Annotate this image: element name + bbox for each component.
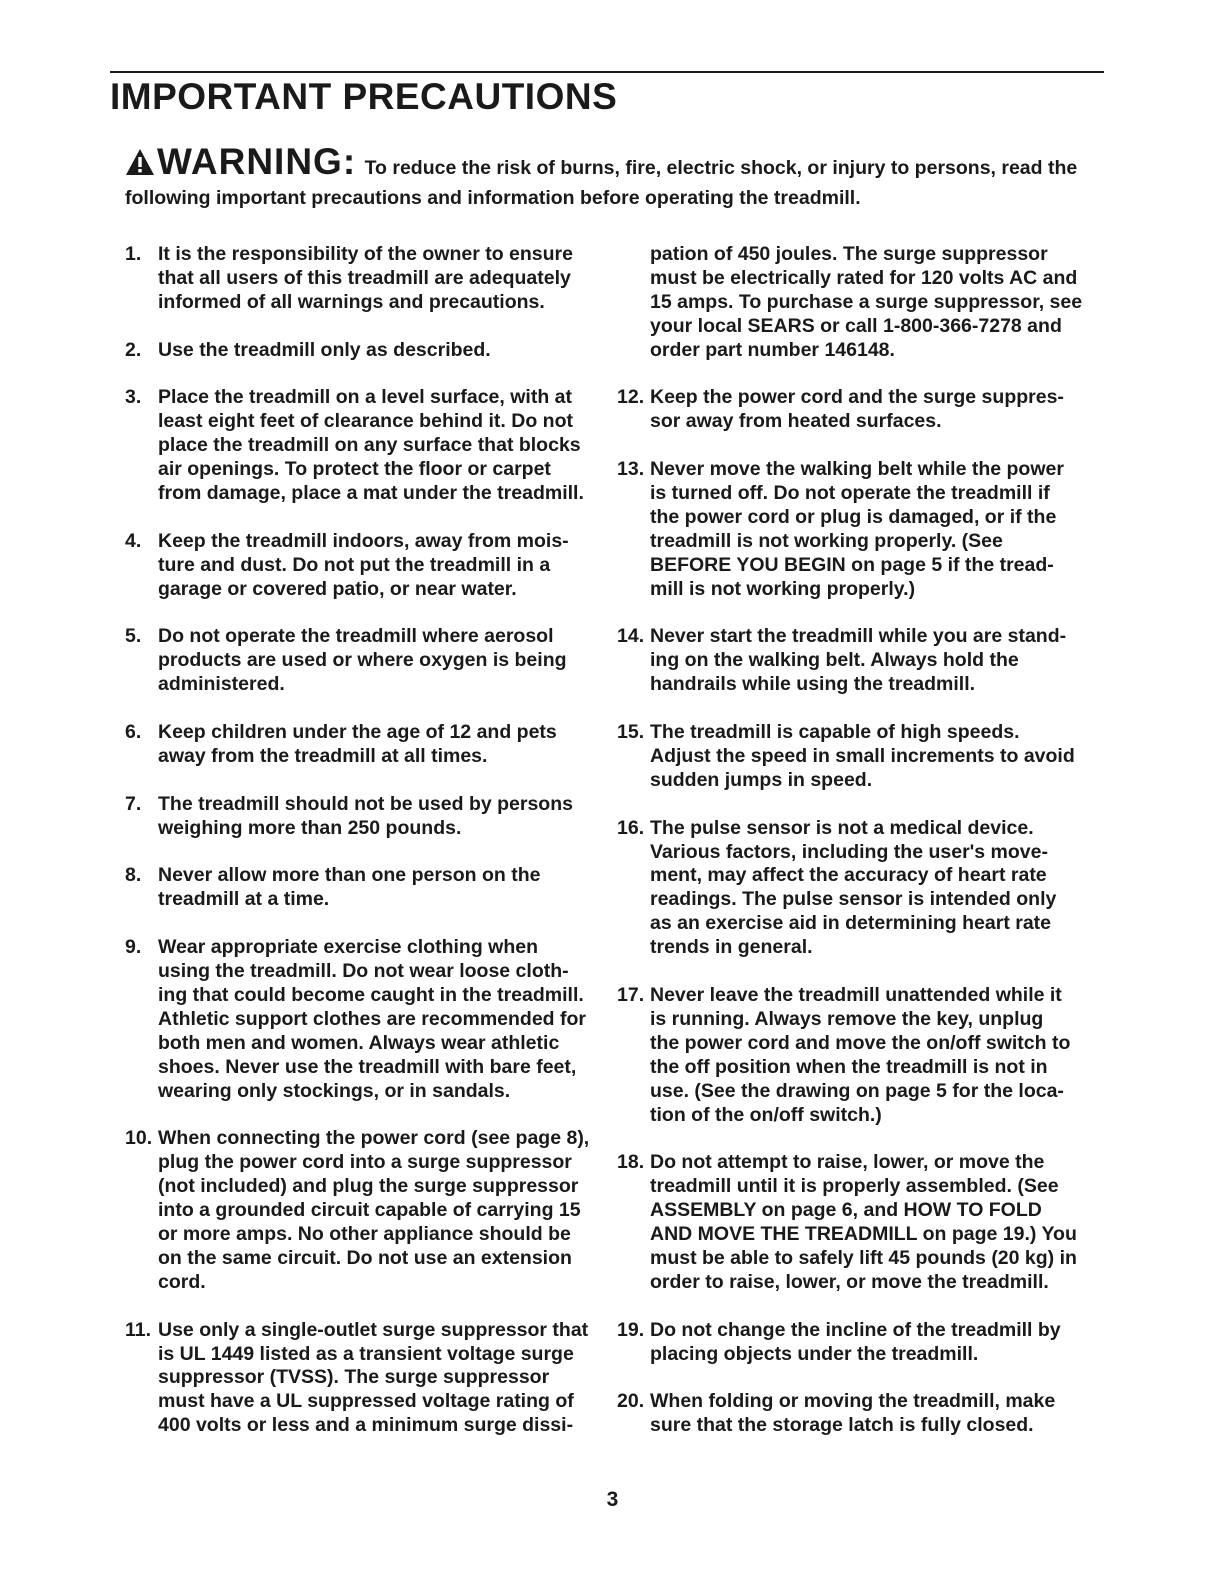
item-spacer bbox=[617, 1366, 1097, 1390]
precaution-line: from damage, place a mat under the treadmill. bbox=[158, 482, 584, 505]
item-spacer bbox=[617, 602, 1097, 626]
precaution-line: The treadmill should not be used by persons bbox=[158, 792, 573, 815]
precaution-line: place the treadmill on any surface that blocks bbox=[158, 434, 581, 457]
precaution-number: 12. bbox=[617, 386, 645, 409]
precaution-number: 18. bbox=[617, 1151, 645, 1174]
precaution-line: handrails while using the treadmill. bbox=[650, 673, 976, 696]
precaution-item bbox=[125, 1127, 595, 1294]
precaution-number: 7. bbox=[125, 792, 142, 815]
precaution-line: the off position when the treadmill is not in bbox=[650, 1055, 1048, 1078]
precaution-line: Adjust the speed in small increments to avoid bbox=[650, 744, 1075, 767]
precaution-line: 400 volts or less and a minimum surge dissi- bbox=[158, 1414, 574, 1437]
precaution-item bbox=[617, 1319, 1097, 1367]
precaution-line: using the treadmill. Do not wear loose cloth- bbox=[158, 960, 569, 983]
page-title: IMPORTANT PRECAUTIONS bbox=[110, 76, 618, 117]
precaution-line: air openings. To protect the floor or carpet bbox=[158, 458, 551, 481]
precaution-line: on the same circuit. Do not use an extension bbox=[158, 1246, 572, 1269]
precaution-number: 20. bbox=[617, 1390, 645, 1413]
page-number: 3 bbox=[606, 1488, 619, 1511]
precaution-line: placing objects under the treadmill. bbox=[650, 1342, 979, 1365]
precaution-line: sudden jumps in speed. bbox=[650, 768, 873, 791]
precaution-line: Keep the power cord and the surge suppres- bbox=[650, 386, 1064, 409]
precaution-line: treadmill is not working properly. (See bbox=[650, 529, 1003, 552]
precaution-line: Place the treadmill on a level surface, with at bbox=[158, 386, 572, 409]
precaution-line: must be electrically rated for 120 volts AC and bbox=[650, 266, 1078, 289]
precaution-text bbox=[158, 530, 595, 602]
precaution-text bbox=[158, 339, 595, 363]
precaution-line: the power cord and move the on/off switch to bbox=[650, 1031, 1071, 1054]
precaution-line: products are used or where oxygen is being bbox=[158, 649, 567, 672]
precaution-text bbox=[158, 625, 595, 697]
precaution-line: order part number 146148. bbox=[650, 338, 895, 361]
left-column bbox=[125, 243, 595, 1438]
item-spacer bbox=[617, 1295, 1097, 1319]
precaution-text bbox=[158, 793, 595, 841]
precaution-item bbox=[125, 625, 595, 697]
precaution-number: 3. bbox=[125, 386, 142, 409]
item-spacer bbox=[125, 1104, 595, 1128]
precaution-text bbox=[158, 936, 595, 1103]
precaution-line: sor away from heated surfaces. bbox=[650, 410, 942, 433]
precaution-number: 14. bbox=[617, 625, 645, 648]
item-spacer bbox=[125, 769, 595, 793]
precaution-line: wearing only stockings, or in sandals. bbox=[158, 1079, 511, 1102]
precaution-line: Do not operate the treadmill where aerosol bbox=[158, 625, 554, 648]
item-spacer bbox=[125, 697, 595, 721]
precaution-line: Never start the treadmill while you are stand- bbox=[650, 625, 1067, 648]
precaution-line: The treadmill is capable of high speeds. bbox=[650, 721, 1020, 744]
precaution-number: 11. bbox=[125, 1318, 152, 1341]
precaution-text bbox=[650, 817, 1097, 960]
item-spacer bbox=[125, 1295, 595, 1319]
right-column bbox=[617, 243, 1097, 1438]
precaution-text bbox=[650, 625, 1097, 697]
precaution-line: or more amps. No other appliance should be bbox=[158, 1223, 571, 1246]
item-spacer bbox=[617, 1127, 1097, 1151]
precaution-line: ing that could become caught in the treadmill. bbox=[158, 983, 584, 1006]
precaution-line: Keep the treadmill indoors, away from mois- bbox=[158, 529, 569, 552]
item-spacer bbox=[617, 793, 1097, 817]
precaution-line: Use the treadmill only as described. bbox=[158, 338, 491, 361]
precaution-line: treadmill until it is properly assembled. (See bbox=[650, 1175, 1059, 1198]
precaution-number: 13. bbox=[617, 458, 645, 481]
precaution-number: 6. bbox=[125, 721, 142, 744]
precaution-line: administered. bbox=[158, 673, 285, 696]
precaution-text bbox=[158, 243, 595, 315]
precaution-text bbox=[650, 721, 1097, 793]
precaution-line: plug the power cord into a surge suppressor bbox=[158, 1151, 572, 1174]
warning-heading: WARNING bbox=[157, 141, 343, 182]
precaution-number bbox=[617, 243, 650, 363]
precaution-item bbox=[125, 864, 595, 912]
precaution-number: 10. bbox=[125, 1127, 153, 1150]
precaution-line: 15 amps. To purchase a surge suppressor, see bbox=[650, 290, 1083, 313]
precaution-line: as an exercise aid in determining heart rate bbox=[650, 912, 1051, 935]
precaution-line: must be able to safely lift 45 pounds (20 kg) in bbox=[650, 1246, 1077, 1269]
precaution-line: When connecting the power cord (see page 8), bbox=[158, 1127, 590, 1150]
precaution-line: into a grounded circuit capable of carrying 15 bbox=[158, 1199, 581, 1222]
precaution-item bbox=[125, 721, 595, 769]
precaution-text bbox=[158, 721, 595, 769]
precaution-text bbox=[650, 386, 1097, 434]
warning-triangle-icon bbox=[125, 148, 155, 184]
precaution-item bbox=[125, 936, 595, 1103]
precaution-item bbox=[125, 530, 595, 602]
precaution-item bbox=[617, 458, 1097, 601]
precaution-line: pation of 450 joules. The surge suppressor bbox=[650, 243, 1048, 265]
precaution-line: the power cord or plug is damaged, or if the bbox=[650, 505, 1057, 528]
precaution-number: 17. bbox=[617, 984, 645, 1006]
precaution-text bbox=[650, 1151, 1097, 1294]
precaution-line: trends in general. bbox=[650, 936, 813, 959]
warning-block bbox=[125, 141, 1105, 212]
precaution-number: 15. bbox=[617, 721, 645, 744]
header-rule bbox=[110, 71, 1104, 73]
precaution-line: is turned off. Do not operate the treadmill if bbox=[650, 482, 1050, 505]
precaution-number: 19. bbox=[617, 1318, 645, 1341]
precaution-text bbox=[158, 864, 595, 912]
precaution-line: readings. The pulse sensor is intended only bbox=[650, 888, 1057, 911]
precaution-line: garage or covered patio, or near water. bbox=[158, 577, 517, 600]
precaution-line: shoes. Never use the treadmill with bare feet, bbox=[158, 1055, 577, 1078]
precaution-item bbox=[617, 984, 1097, 1127]
precaution-line: Do not attempt to raise, lower, or move the bbox=[650, 1151, 1045, 1174]
item-spacer bbox=[125, 506, 595, 530]
precaution-item bbox=[125, 339, 595, 363]
precaution-line: must have a UL suppressed voltage rating of bbox=[158, 1390, 574, 1413]
item-spacer bbox=[125, 912, 595, 936]
precaution-item bbox=[617, 1390, 1097, 1438]
precaution-number: 1. bbox=[125, 243, 142, 265]
precaution-text bbox=[158, 386, 595, 506]
precaution-number: 8. bbox=[125, 864, 142, 887]
precaution-line: Wear appropriate exercise clothing when bbox=[158, 936, 539, 959]
precaution-item bbox=[125, 793, 595, 841]
precaution-item bbox=[617, 721, 1097, 793]
precaution-text bbox=[650, 243, 1097, 363]
precaution-line: your local SEARS or call 1-800-366-7278 and bbox=[650, 314, 1062, 337]
precaution-line: Various factors, including the user's move- bbox=[650, 840, 1048, 863]
precaution-line: AND MOVE THE TREADMILL on page 19.) You bbox=[650, 1223, 1077, 1246]
precaution-line: informed of all warnings and precautions. bbox=[158, 290, 545, 313]
item-spacer bbox=[617, 960, 1097, 984]
warning-colon: : bbox=[342, 141, 356, 182]
precaution-item bbox=[125, 1319, 595, 1439]
precaution-line: mill is not working properly.) bbox=[650, 577, 916, 600]
precaution-number: 2. bbox=[125, 338, 142, 361]
precaution-line: BEFORE YOU BEGIN on page 5 if the tread- bbox=[650, 553, 1054, 576]
precaution-text bbox=[158, 1319, 595, 1439]
precaution-line: Never allow more than one person on the bbox=[158, 864, 541, 887]
precaution-line: away from the treadmill at all times. bbox=[158, 744, 488, 767]
precaution-line: Athletic support clothes are recommended for bbox=[158, 1007, 587, 1030]
precaution-line: ment, may affect the accuracy of heart rate bbox=[650, 864, 1047, 887]
precaution-line: suppressor (TVSS). The surge suppressor bbox=[158, 1366, 550, 1389]
warning-text: To reduce the risk of burns, fire, electric shock, or injury to persons, read the following important precautions and information before operating the treadmill. bbox=[125, 157, 1078, 209]
precaution-text bbox=[650, 1390, 1097, 1438]
precaution-line: sure that the storage latch is fully closed. bbox=[650, 1414, 1034, 1437]
precaution-item bbox=[617, 625, 1097, 697]
item-spacer bbox=[617, 697, 1097, 721]
precaution-item bbox=[617, 243, 1097, 363]
precaution-line: Never leave the treadmill unattended while it bbox=[650, 984, 1062, 1006]
precaution-line: Keep children under the age of 12 and pets bbox=[158, 721, 557, 744]
precaution-line: When folding or moving the treadmill, make bbox=[650, 1390, 1056, 1413]
precaution-number: 5. bbox=[125, 625, 142, 648]
precaution-text bbox=[650, 458, 1097, 601]
item-spacer bbox=[617, 434, 1097, 458]
precaution-line: use. (See the drawing on page 5 for the loca- bbox=[650, 1079, 1064, 1102]
precaution-line: ing on the walking belt. Always hold the bbox=[650, 649, 1019, 672]
precaution-line: treadmill at a time. bbox=[158, 888, 330, 911]
item-spacer bbox=[125, 602, 595, 626]
item-spacer bbox=[125, 841, 595, 865]
precaution-line: ASSEMBLY on page 6, and HOW TO FOLD bbox=[650, 1199, 1042, 1222]
precaution-line: Do not change the incline of the treadmill by bbox=[650, 1318, 1061, 1341]
precaution-text bbox=[650, 984, 1097, 1127]
precaution-line: The pulse sensor is not a medical device. bbox=[650, 816, 1034, 839]
precaution-item bbox=[617, 1151, 1097, 1294]
precaution-text bbox=[158, 1127, 595, 1294]
precaution-number: 16. bbox=[617, 816, 645, 839]
item-spacer bbox=[617, 363, 1097, 387]
precaution-item bbox=[125, 386, 595, 506]
precaution-line: is running. Always remove the key, unplug bbox=[650, 1007, 1044, 1030]
precaution-line: Never move the walking belt while the power bbox=[650, 458, 1064, 481]
precaution-text bbox=[650, 1319, 1097, 1367]
precaution-line: tion of the on/off switch.) bbox=[650, 1103, 882, 1126]
precaution-item bbox=[125, 243, 595, 315]
precaution-line: It is the responsibility of the owner to ensure bbox=[158, 243, 573, 265]
precaution-line: that all users of this treadmill are adequately bbox=[158, 266, 571, 289]
precaution-number: 4. bbox=[125, 529, 142, 552]
precaution-number: 9. bbox=[125, 936, 142, 959]
precaution-line: order to raise, lower, or move the treadmill. bbox=[650, 1270, 1049, 1293]
precaution-item bbox=[617, 817, 1097, 960]
precaution-line: Use only a single-outlet surge suppressor that bbox=[158, 1318, 589, 1341]
precaution-line: weighing more than 250 pounds. bbox=[158, 816, 462, 839]
item-spacer bbox=[125, 315, 595, 339]
precaution-line: ture and dust. Do not put the treadmill in a bbox=[158, 553, 551, 576]
precaution-item bbox=[617, 386, 1097, 434]
precaution-line: least eight feet of clearance behind it. Do not bbox=[158, 410, 573, 433]
precaution-line: (not included) and plug the surge suppressor bbox=[158, 1175, 579, 1198]
item-spacer bbox=[125, 363, 595, 387]
precaution-line: both men and women. Always wear athletic bbox=[158, 1031, 560, 1054]
precaution-line: is UL 1449 listed as a transient voltage surge bbox=[158, 1342, 574, 1365]
precaution-line: cord. bbox=[158, 1270, 206, 1293]
